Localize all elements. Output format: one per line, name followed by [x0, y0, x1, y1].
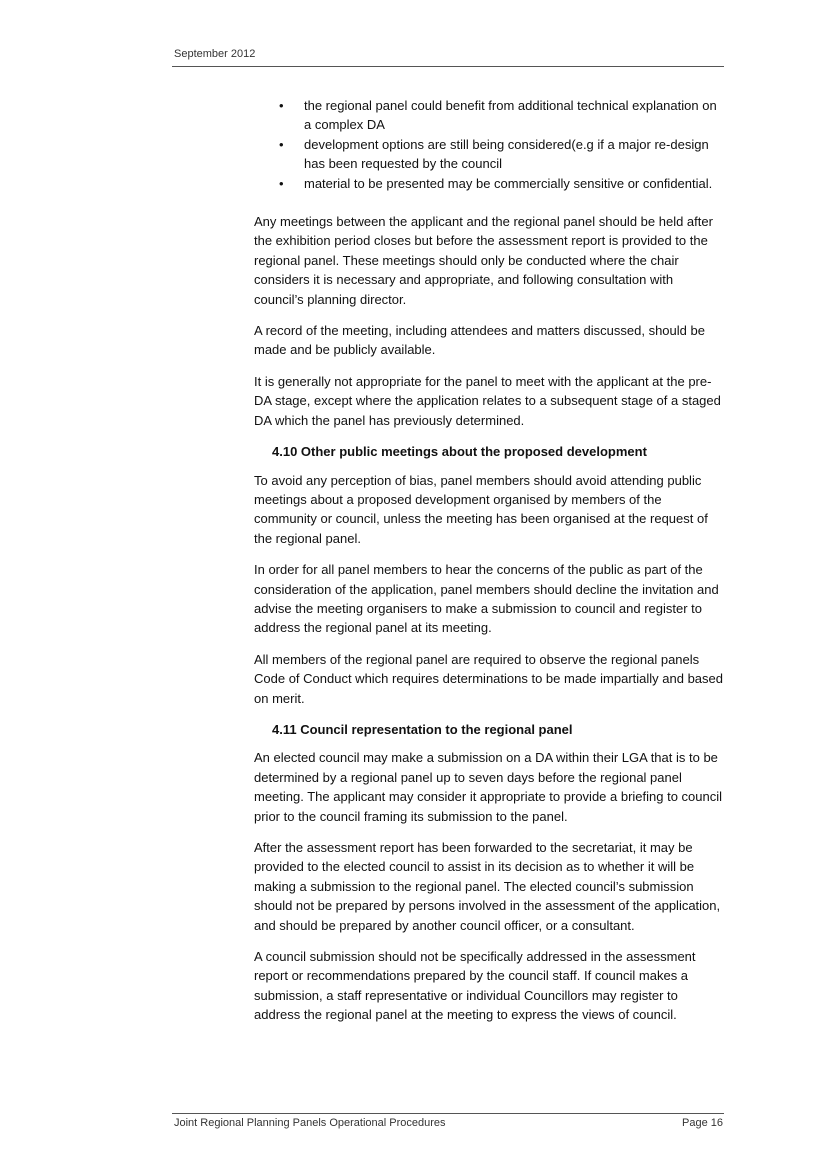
paragraph: A council submission should not be specifically addressed in the assessment report or recommendations prepared by the council staff. If council makes a submission, a staff representative or individual Councillors may register to address the regional panel at the meeting to express the views of council. — [254, 949, 696, 1023]
paragraph: In order for all panel members to hear the concerns of the public as part of the consideration of the application, panel members should decline the invitation and advise the meeting organisers to make a submission to council and register to address the regional panel at its meeting. — [254, 562, 719, 636]
paragraph: All members of the regional panel are required to observe the regional panels Code of Conduct which requires determinations to be made impartially and based on merit. — [254, 651, 723, 706]
list-item — [254, 135, 726, 174]
header-divider — [172, 66, 724, 67]
list-item — [254, 96, 726, 135]
footer-divider — [172, 1113, 724, 1114]
bullet-text: the regional panel could benefit from additional technical explanation on a complex DA — [304, 98, 717, 133]
paragraph: It is generally not appropriate for the panel to meet with the applicant at the pre-DA stage, except where the application relates to a subsequent stage of a staged DA which the panel has previously determined. — [254, 373, 721, 428]
paragraph: To avoid any perception of bias, panel members should avoid attending public meetings about a proposed development organised by members of the community or council, unless the meeting has been organised at the request of the regional panel. — [254, 472, 708, 546]
list-item — [254, 174, 726, 193]
page-header-date: September 2012 — [174, 48, 256, 60]
document-body — [254, 96, 726, 1037]
footer-page-number: Page 16 — [682, 1117, 723, 1129]
bullet-dot: • — [279, 136, 284, 152]
section-heading-4-11: 4.11 Council representation to the regional panel — [272, 721, 573, 737]
bullet-text: material to be presented may be commercially sensitive or confidential. — [304, 175, 713, 191]
paragraph: A record of the meeting, including attendees and matters discussed, should be made and be publicly available. — [254, 323, 705, 358]
footer-document-title: Joint Regional Planning Panels Operational Procedures — [174, 1117, 446, 1129]
section-heading-4-10: 4.10 Other public meetings about the proposed development — [272, 444, 647, 460]
paragraph: Any meetings between the applicant and the regional panel should be held after the exhibition period closes but before the assessment report is provided to the regional panel. These meetings should only be conducted where the chair considers it is necessary and appropriate, and following consultation with council’s planning director. — [254, 214, 713, 307]
bullet-dot: • — [279, 98, 284, 113]
bullet-dot: • — [279, 175, 284, 191]
paragraph: An elected council may make a submission on a DA within their LGA that is to be determined by a regional panel up to seven days before the regional panel meeting. The applicant may consider it appropriate to provide a briefing to council prior to the council framing its submission to the panel. — [254, 750, 723, 824]
bullet-list — [254, 96, 726, 193]
bullet-text: development options are still being considered(e.g if a major re-design has been requested by the council — [304, 136, 709, 172]
paragraph: After the assessment report has been forwarded to the secretariat, it may be provided to the elected council to assist in its decision as to whether it will be making a submission to the regional panel. The elected council’s submission should not be prepared by persons involved in the assessment of the application, and should be prepared by another council officer, or a consultant. — [254, 840, 721, 933]
